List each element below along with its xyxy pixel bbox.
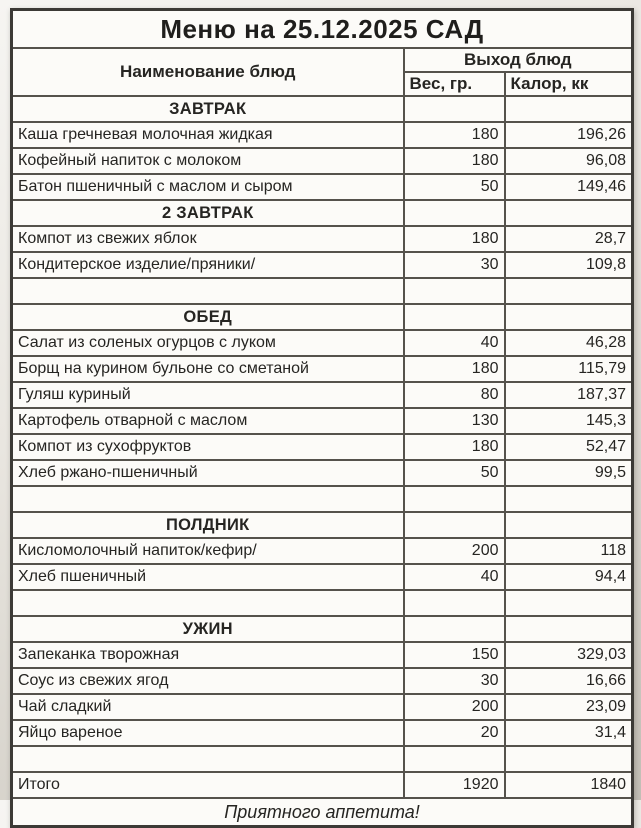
dish-weight — [404, 746, 505, 772]
column-header-output-group: Выход блюд — [404, 48, 633, 72]
section-label: УЖИН — [12, 616, 404, 642]
column-header-calories: Калор, кк — [505, 72, 633, 96]
dish-name: Батон пшеничный с маслом и сыром — [12, 174, 404, 200]
dish-row — [12, 330, 633, 356]
menu-table-header — [12, 10, 633, 97]
dish-weight: 150 — [404, 642, 505, 668]
dish-calories: 196,26 — [505, 122, 633, 148]
dish-weight — [404, 512, 505, 538]
dish-row — [12, 252, 633, 278]
section-label: ЗАВТРАК — [12, 96, 404, 122]
dish-row — [12, 668, 633, 694]
dish-weight — [404, 304, 505, 330]
spacer-row — [12, 278, 633, 304]
dish-name: Чай сладкий — [12, 694, 404, 720]
dish-weight: 180 — [404, 148, 505, 174]
dish-row — [12, 356, 633, 382]
dish-weight: 130 — [404, 408, 505, 434]
dish-name: Хлеб ржано-пшеничный — [12, 460, 404, 486]
dish-calories: 187,37 — [505, 382, 633, 408]
section-label: 2 ЗАВТРАК — [12, 200, 404, 226]
section-row — [12, 200, 633, 226]
dish-name: Гуляш куриный — [12, 382, 404, 408]
total-calories: 1840 — [505, 772, 633, 798]
dish-weight: 180 — [404, 356, 505, 382]
section-row — [12, 96, 633, 122]
dish-row — [12, 720, 633, 746]
dish-row — [12, 538, 633, 564]
dish-name — [12, 486, 404, 512]
dish-calories: 94,4 — [505, 564, 633, 590]
menu-table — [10, 8, 634, 828]
spacer-row — [12, 486, 633, 512]
column-header-name: Наименование блюд — [12, 48, 404, 96]
dish-row — [12, 642, 633, 668]
dish-calories: 329,03 — [505, 642, 633, 668]
column-header-weight: Вес, гр. — [404, 72, 505, 96]
dish-calories: 115,79 — [505, 356, 633, 382]
spacer-row — [12, 746, 633, 772]
dish-calories — [505, 278, 633, 304]
dish-calories: 31,4 — [505, 720, 633, 746]
dish-calories — [505, 200, 633, 226]
menu-rows — [12, 96, 633, 798]
dish-name: Хлеб пшеничный — [12, 564, 404, 590]
dish-name: Кофейный напиток с молоком — [12, 148, 404, 174]
dish-row — [12, 122, 633, 148]
dish-calories: 149,46 — [505, 174, 633, 200]
dish-calories: 109,8 — [505, 252, 633, 278]
header-row-top — [12, 48, 633, 72]
dish-name: Компот из сухофруктов — [12, 434, 404, 460]
dish-name: Салат из соленых огурцов с луком — [12, 330, 404, 356]
dish-calories — [505, 616, 633, 642]
title-row — [12, 10, 633, 49]
dish-name: Кисломолочный напиток/кефир/ — [12, 538, 404, 564]
section-row — [12, 304, 633, 330]
dish-weight: 180 — [404, 434, 505, 460]
dish-calories: 99,5 — [505, 460, 633, 486]
section-label: ОБЕД — [12, 304, 404, 330]
dish-row — [12, 226, 633, 252]
dish-weight — [404, 96, 505, 122]
dish-weight: 200 — [404, 694, 505, 720]
dish-weight — [404, 590, 505, 616]
dish-calories: 118 — [505, 538, 633, 564]
dish-calories — [505, 96, 633, 122]
dish-weight: 20 — [404, 720, 505, 746]
dish-weight: 30 — [404, 668, 505, 694]
dish-name: Кондитерское изделие/пряники/ — [12, 252, 404, 278]
dish-row — [12, 460, 633, 486]
dish-row — [12, 694, 633, 720]
dish-calories: 96,08 — [505, 148, 633, 174]
dish-weight: 50 — [404, 460, 505, 486]
dish-name: Картофель отварной с маслом — [12, 408, 404, 434]
section-row — [12, 616, 633, 642]
dish-calories — [505, 746, 633, 772]
dish-weight: 30 — [404, 252, 505, 278]
total-weight: 1920 — [404, 772, 505, 798]
total-label: Итого — [12, 772, 404, 798]
dish-calories: 23,09 — [505, 694, 633, 720]
dish-calories: 16,66 — [505, 668, 633, 694]
dish-name: Запеканка творожная — [12, 642, 404, 668]
dish-weight: 180 — [404, 226, 505, 252]
spacer-row — [12, 590, 633, 616]
dish-row — [12, 382, 633, 408]
total-row — [12, 772, 633, 798]
dish-weight — [404, 616, 505, 642]
dish-calories — [505, 304, 633, 330]
dish-calories — [505, 590, 633, 616]
dish-calories: 46,28 — [505, 330, 633, 356]
dish-weight: 200 — [404, 538, 505, 564]
dish-name — [12, 590, 404, 616]
dish-weight: 80 — [404, 382, 505, 408]
dish-name: Яйцо вареное — [12, 720, 404, 746]
dish-name: Компот из свежих яблок — [12, 226, 404, 252]
page-title: Меню на 25.12.2025 САД — [12, 10, 633, 49]
dish-weight: 40 — [404, 564, 505, 590]
dish-name: Каша гречневая молочная жидкая — [12, 122, 404, 148]
dish-row — [12, 174, 633, 200]
footer-row — [12, 798, 633, 827]
dish-row — [12, 564, 633, 590]
dish-weight: 180 — [404, 122, 505, 148]
dish-name: Соус из свежих ягод — [12, 668, 404, 694]
dish-weight — [404, 278, 505, 304]
dish-weight: 40 — [404, 330, 505, 356]
menu-table-footer — [12, 798, 633, 827]
dish-row — [12, 434, 633, 460]
dish-calories — [505, 486, 633, 512]
dish-name — [12, 746, 404, 772]
dish-calories: 28,7 — [505, 226, 633, 252]
section-row — [12, 512, 633, 538]
section-label: ПОЛДНИК — [12, 512, 404, 538]
dish-row — [12, 408, 633, 434]
dish-name — [12, 278, 404, 304]
dish-weight — [404, 486, 505, 512]
dish-row — [12, 148, 633, 174]
dish-weight: 50 — [404, 174, 505, 200]
dish-name: Борщ на курином бульоне со сметаной — [12, 356, 404, 382]
dish-calories: 145,3 — [505, 408, 633, 434]
dish-calories — [505, 512, 633, 538]
dish-weight — [404, 200, 505, 226]
footer-note: Приятного аппетита! — [12, 798, 633, 827]
dish-calories: 52,47 — [505, 434, 633, 460]
